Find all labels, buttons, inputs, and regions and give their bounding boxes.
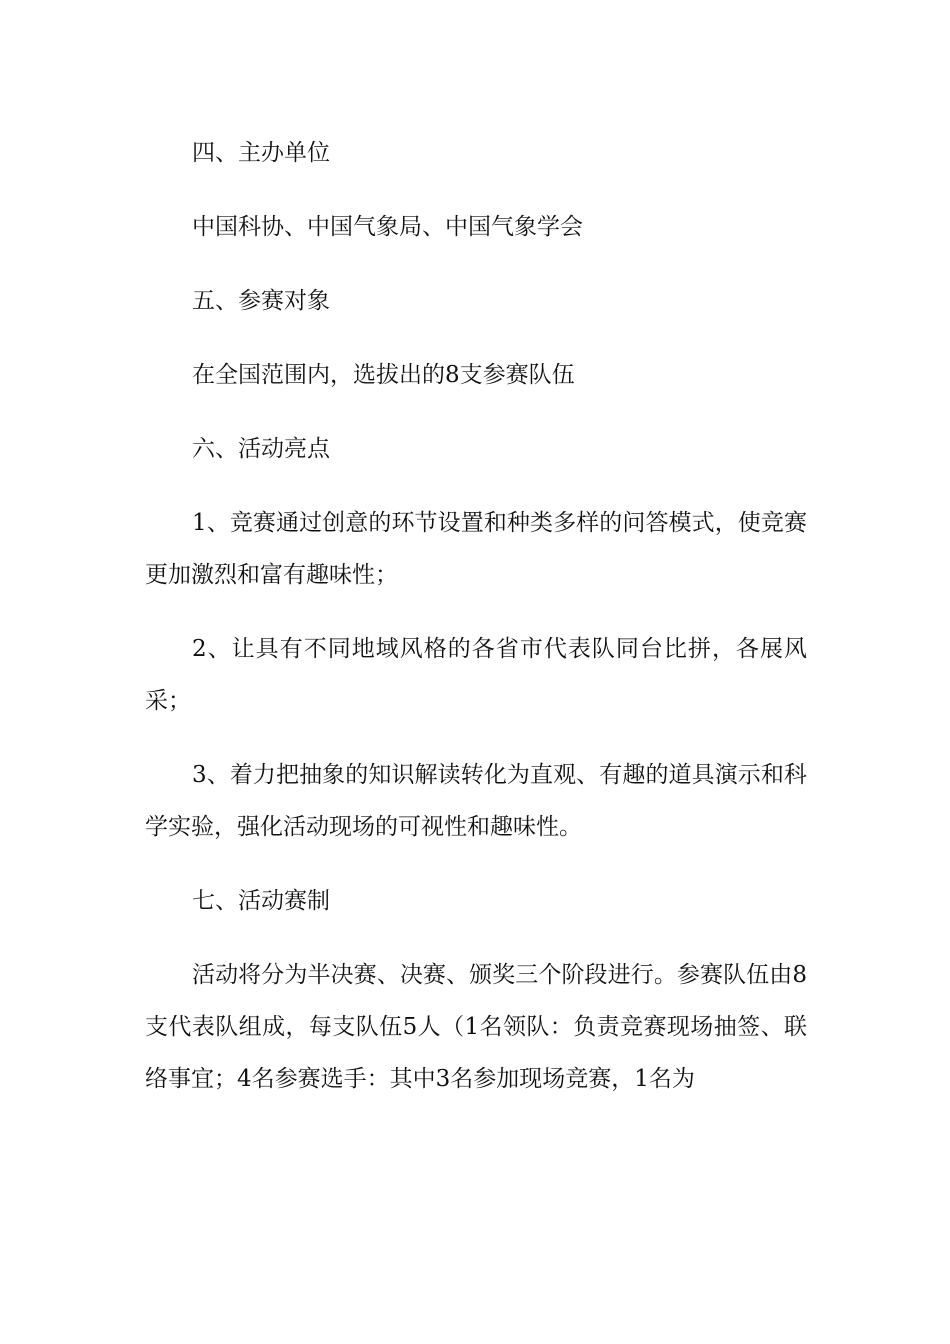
organizers-text: 中国科协、中国气象局、中国气象学会 xyxy=(192,214,583,240)
participants-text: 在全国范围内，选拔出的8支参赛队伍 xyxy=(192,362,575,388)
heading-highlights: 六、活动亮点 xyxy=(192,436,330,462)
heading-participants: 五、参赛对象 xyxy=(192,288,330,314)
document-body xyxy=(145,127,807,1127)
highlight-item-2: 2、让具有不同地域风格的各省市代表队同台比拼，各展风采； xyxy=(145,636,807,714)
highlight-item-1: 1、竞赛通过创意的环节设置和种类多样的问答模式，使竞赛更加激烈和富有趣味性； xyxy=(145,510,807,588)
heading-organizers: 四、主办单位 xyxy=(192,140,330,166)
format-text: 活动将分为半决赛、决赛、颁奖三个阶段进行。参赛队伍由8支代表队组成，每支队伍5人（1名领队：负责竞赛现场抽签、联络事宜；4名参赛选手：其中3名参加现场竞赛，1名为 xyxy=(145,962,807,1092)
highlight-item-3: 3、着力把抽象的知识解读转化为直观、有趣的道具演示和科学实验，强化活动现场的可视性和趣味性。 xyxy=(145,762,807,840)
heading-format: 七、活动赛制 xyxy=(192,888,330,914)
